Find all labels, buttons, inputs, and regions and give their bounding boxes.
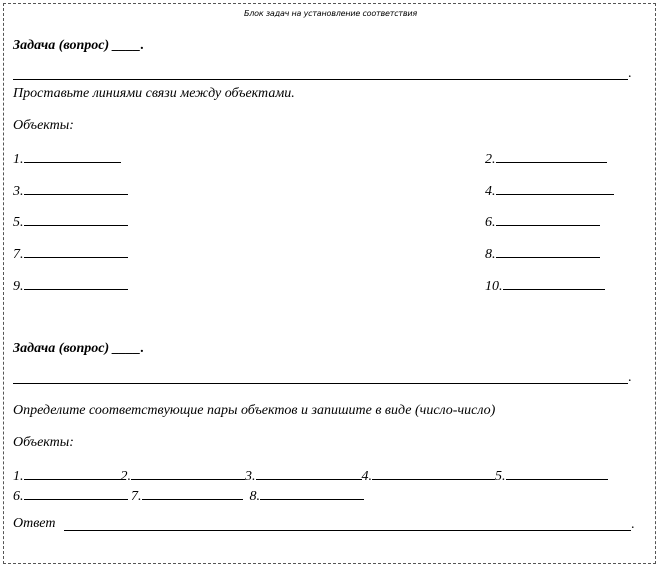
object-10-blank[interactable]	[503, 276, 605, 290]
object-3: 3.	[13, 181, 128, 200]
object-8-blank[interactable]	[496, 244, 600, 258]
task1-objects-label: Объекты:	[13, 118, 74, 133]
object-4: 4.	[485, 181, 614, 200]
task2-instruction: Определите соответствующие пары объектов и запишите в виде (число-число)	[13, 403, 496, 418]
object-9: 9.	[13, 276, 128, 295]
object-9-blank[interactable]	[24, 276, 128, 290]
pair-4-blank[interactable]	[372, 466, 495, 480]
pairs-row-1: 1. 2. 3. 4. 5.	[13, 466, 608, 485]
pair-3-blank[interactable]	[256, 466, 362, 480]
object-4-blank[interactable]	[496, 181, 614, 195]
task2-question-line[interactable]	[13, 383, 628, 384]
task1-question-line[interactable]	[13, 79, 628, 80]
pair-5-blank[interactable]	[506, 466, 608, 480]
object-6-blank[interactable]	[496, 212, 600, 226]
object-5: 5.	[13, 212, 128, 231]
pair-8-blank[interactable]	[260, 486, 364, 500]
pair-1-blank[interactable]	[24, 466, 121, 480]
object-5-blank[interactable]	[24, 212, 128, 226]
object-2: 2.	[485, 149, 607, 168]
task2-objects-label: Объекты:	[13, 435, 74, 450]
object-7-blank[interactable]	[24, 244, 128, 258]
block-header: Блок задач на установление соответствия	[243, 9, 417, 18]
pair-2-blank[interactable]	[131, 466, 245, 480]
task1-question-end: .	[628, 66, 632, 81]
task1-instruction: Проставьте линиями связи между объектами.	[13, 86, 295, 101]
pair-7-blank[interactable]	[142, 486, 243, 500]
object-1-blank[interactable]	[24, 149, 121, 163]
answer-line[interactable]	[64, 530, 631, 531]
pairs-row-2: 6. 7. 8.	[13, 486, 364, 505]
object-2-blank[interactable]	[496, 149, 607, 163]
task2-title: Задача (вопрос) ____.	[13, 341, 145, 356]
object-3-blank[interactable]	[24, 181, 128, 195]
task1-title: Задача (вопрос) ____.	[13, 38, 145, 53]
task2-question-end: .	[628, 370, 632, 385]
object-6: 6.	[485, 212, 600, 231]
object-7: 7.	[13, 244, 128, 263]
object-1: 1.	[13, 149, 121, 168]
answer-label: Ответ	[13, 516, 56, 531]
answer-end: .	[631, 517, 635, 532]
object-8: 8.	[485, 244, 600, 263]
pair-6-blank[interactable]	[24, 486, 128, 500]
object-10: 10.	[485, 276, 605, 295]
